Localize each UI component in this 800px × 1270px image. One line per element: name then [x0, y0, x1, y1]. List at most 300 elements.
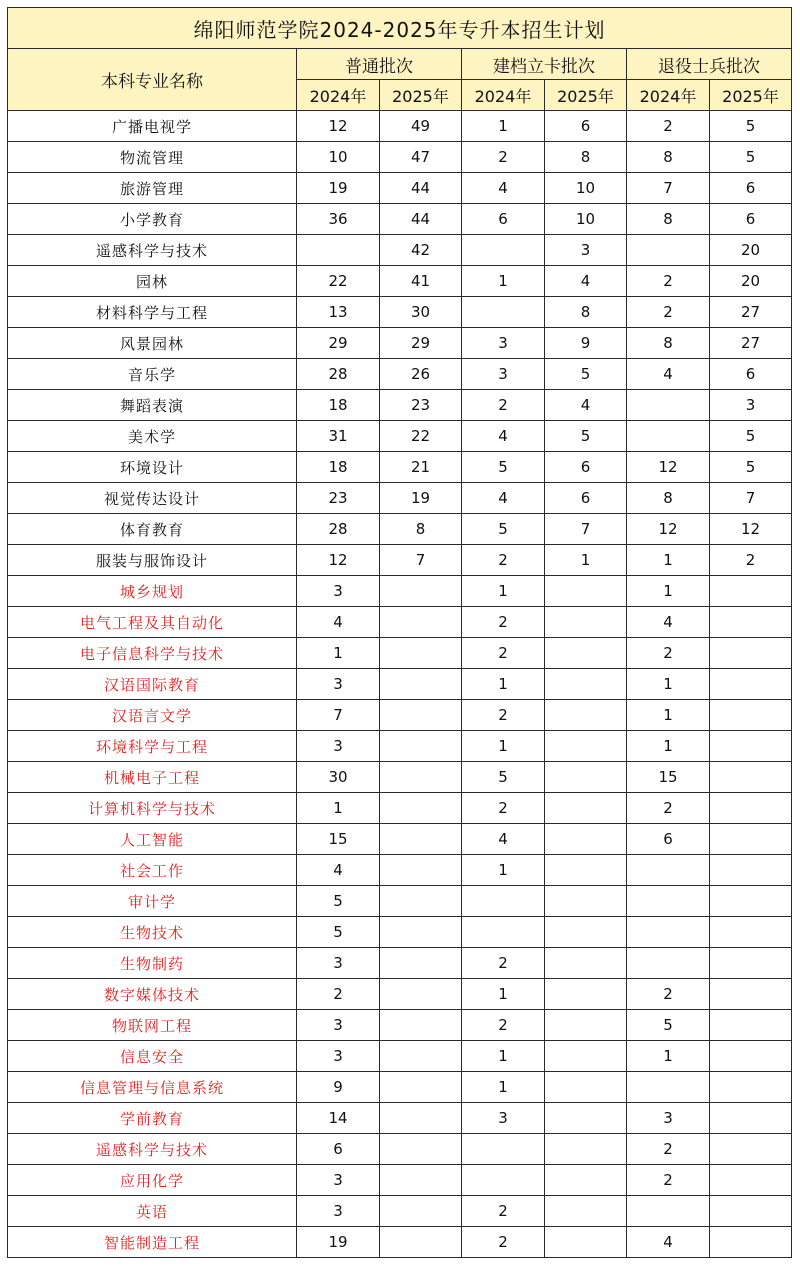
- table-row: [8, 576, 792, 607]
- quota-cell: 1: [462, 266, 545, 297]
- quota-cell: 5: [545, 359, 627, 390]
- major-name-cell: 学前教育: [8, 1103, 297, 1134]
- major-name-cell: 社会工作: [8, 855, 297, 886]
- table-row: [8, 483, 792, 514]
- quota-cell: [710, 917, 792, 948]
- quota-cell: [545, 917, 627, 948]
- quota-cell: 4: [627, 1227, 710, 1258]
- quota-cell: [627, 390, 710, 421]
- quota-cell: [462, 886, 545, 917]
- quota-cell: [380, 948, 462, 979]
- quota-cell: 2: [462, 390, 545, 421]
- major-name-cell: 生物制药: [8, 948, 297, 979]
- quota-cell: [627, 235, 710, 266]
- quota-cell: 23: [380, 390, 462, 421]
- quota-cell: 6: [462, 204, 545, 235]
- major-name-cell: 计算机科学与技术: [8, 793, 297, 824]
- quota-cell: [545, 638, 627, 669]
- quota-cell: [380, 824, 462, 855]
- quota-cell: [380, 1134, 462, 1165]
- quota-cell: [380, 979, 462, 1010]
- quota-cell: 29: [380, 328, 462, 359]
- table-row: [8, 638, 792, 669]
- quota-cell: 2: [462, 607, 545, 638]
- major-name-cell: 视觉传达设计: [8, 483, 297, 514]
- quota-cell: [627, 917, 710, 948]
- major-name-cell: 人工智能: [8, 824, 297, 855]
- major-name-cell: 生物技术: [8, 917, 297, 948]
- quota-cell: 4: [627, 607, 710, 638]
- quota-cell: [545, 762, 627, 793]
- quota-cell: [380, 1103, 462, 1134]
- quota-cell: 21: [380, 452, 462, 483]
- quota-cell: [297, 235, 380, 266]
- major-name-cell: 遥感科学与技术: [8, 235, 297, 266]
- quota-cell: 18: [297, 452, 380, 483]
- table-row: [8, 762, 792, 793]
- quota-cell: 1: [462, 731, 545, 762]
- quota-cell: 23: [297, 483, 380, 514]
- table-row: [8, 235, 792, 266]
- major-name-cell: 电子信息科学与技术: [8, 638, 297, 669]
- quota-cell: 27: [710, 297, 792, 328]
- quota-cell: [545, 855, 627, 886]
- quota-cell: [545, 576, 627, 607]
- quota-cell: [545, 793, 627, 824]
- quota-cell: [380, 607, 462, 638]
- quota-cell: 22: [297, 266, 380, 297]
- quota-cell: 3: [297, 669, 380, 700]
- quota-cell: 12: [627, 452, 710, 483]
- quota-cell: [380, 793, 462, 824]
- quota-cell: 7: [380, 545, 462, 576]
- table-row: [8, 979, 792, 1010]
- quota-cell: [545, 1196, 627, 1227]
- major-name-header: 本科专业名称: [8, 49, 297, 111]
- quota-cell: 3: [297, 576, 380, 607]
- quota-cell: 30: [380, 297, 462, 328]
- quota-cell: 42: [380, 235, 462, 266]
- quota-cell: 4: [297, 855, 380, 886]
- quota-cell: 2: [462, 793, 545, 824]
- quota-cell: [627, 421, 710, 452]
- quota-cell: 2: [627, 266, 710, 297]
- quota-cell: [710, 886, 792, 917]
- quota-cell: 3: [297, 1196, 380, 1227]
- major-name-cell: 城乡规划: [8, 576, 297, 607]
- table-row: [8, 1227, 792, 1258]
- table-row: [8, 514, 792, 545]
- quota-cell: 6: [710, 359, 792, 390]
- quota-cell: 2: [627, 111, 710, 142]
- quota-cell: [380, 1041, 462, 1072]
- quota-cell: 3: [297, 1041, 380, 1072]
- quota-cell: [710, 1010, 792, 1041]
- quota-cell: 1: [545, 545, 627, 576]
- quota-cell: [627, 1196, 710, 1227]
- quota-cell: [462, 1134, 545, 1165]
- major-name-cell: 旅游管理: [8, 173, 297, 204]
- table-row: [8, 297, 792, 328]
- quota-cell: [545, 669, 627, 700]
- quota-cell: [710, 607, 792, 638]
- year-header: 2025年: [380, 80, 462, 111]
- major-name-cell: 电气工程及其自动化: [8, 607, 297, 638]
- quota-cell: [462, 297, 545, 328]
- quota-cell: 1: [462, 669, 545, 700]
- quota-cell: 9: [297, 1072, 380, 1103]
- quota-cell: [710, 1196, 792, 1227]
- quota-cell: 12: [710, 514, 792, 545]
- major-name-cell: 审计学: [8, 886, 297, 917]
- quota-cell: 5: [462, 762, 545, 793]
- quota-cell: 7: [297, 700, 380, 731]
- quota-cell: [545, 1134, 627, 1165]
- quota-cell: 30: [297, 762, 380, 793]
- quota-cell: 3: [297, 948, 380, 979]
- quota-cell: 1: [627, 669, 710, 700]
- table-row: [8, 700, 792, 731]
- quota-cell: [545, 1227, 627, 1258]
- quota-cell: 8: [545, 142, 627, 173]
- quota-cell: 12: [297, 545, 380, 576]
- quota-cell: 9: [545, 328, 627, 359]
- quota-cell: 4: [627, 359, 710, 390]
- quota-cell: 5: [710, 111, 792, 142]
- quota-cell: [380, 669, 462, 700]
- quota-cell: 12: [297, 111, 380, 142]
- major-name-cell: 美术学: [8, 421, 297, 452]
- table-row: [8, 1103, 792, 1134]
- quota-cell: 5: [462, 452, 545, 483]
- quota-cell: 6: [710, 173, 792, 204]
- quota-cell: 2: [462, 1010, 545, 1041]
- quota-cell: 1: [627, 1041, 710, 1072]
- major-name-cell: 数字媒体技术: [8, 979, 297, 1010]
- major-name-cell: 汉语国际教育: [8, 669, 297, 700]
- table-row: [8, 359, 792, 390]
- table-row: [8, 111, 792, 142]
- quota-cell: [380, 576, 462, 607]
- quota-cell: [710, 700, 792, 731]
- quota-cell: 5: [710, 142, 792, 173]
- quota-cell: 2: [627, 297, 710, 328]
- quota-cell: 4: [462, 824, 545, 855]
- table-row: [8, 886, 792, 917]
- quota-cell: [545, 824, 627, 855]
- quota-cell: 3: [297, 1165, 380, 1196]
- quota-cell: [545, 886, 627, 917]
- quota-cell: 13: [297, 297, 380, 328]
- quota-cell: 1: [462, 576, 545, 607]
- quota-cell: 20: [710, 235, 792, 266]
- major-name-cell: 园林: [8, 266, 297, 297]
- major-name-cell: 智能制造工程: [8, 1227, 297, 1258]
- major-name-cell: 物联网工程: [8, 1010, 297, 1041]
- table-row: [8, 855, 792, 886]
- quota-cell: [545, 1165, 627, 1196]
- quota-cell: 49: [380, 111, 462, 142]
- quota-cell: [545, 1010, 627, 1041]
- quota-cell: [627, 855, 710, 886]
- quota-cell: 5: [545, 421, 627, 452]
- quota-cell: [380, 700, 462, 731]
- quota-cell: [710, 669, 792, 700]
- quota-cell: 2: [627, 638, 710, 669]
- quota-cell: 2: [627, 1134, 710, 1165]
- quota-cell: 1: [627, 731, 710, 762]
- major-name-cell: 信息管理与信息系统: [8, 1072, 297, 1103]
- quota-cell: 2: [462, 545, 545, 576]
- quota-cell: 1: [627, 700, 710, 731]
- quota-cell: [627, 948, 710, 979]
- quota-cell: 4: [297, 607, 380, 638]
- year-header: 2025年: [710, 80, 792, 111]
- quota-cell: [380, 1196, 462, 1227]
- quota-cell: 4: [545, 390, 627, 421]
- quota-cell: 5: [297, 917, 380, 948]
- quota-cell: 3: [297, 1010, 380, 1041]
- quota-cell: 1: [462, 979, 545, 1010]
- quota-cell: [545, 979, 627, 1010]
- quota-cell: 1: [462, 855, 545, 886]
- quota-cell: 3: [710, 390, 792, 421]
- quota-cell: [710, 1134, 792, 1165]
- quota-cell: 2: [627, 1165, 710, 1196]
- quota-cell: [710, 762, 792, 793]
- quota-cell: 2: [462, 700, 545, 731]
- quota-cell: 7: [545, 514, 627, 545]
- quota-cell: 1: [462, 1041, 545, 1072]
- quota-cell: 2: [627, 979, 710, 1010]
- quota-cell: 6: [545, 483, 627, 514]
- quota-cell: 1: [297, 638, 380, 669]
- quota-cell: 2: [627, 793, 710, 824]
- quota-cell: [545, 1103, 627, 1134]
- quota-cell: 41: [380, 266, 462, 297]
- quota-cell: 7: [710, 483, 792, 514]
- quota-cell: 3: [462, 359, 545, 390]
- quota-cell: [380, 731, 462, 762]
- quota-cell: 4: [545, 266, 627, 297]
- table-title: 绵阳师范学院2024-2025年专升本招生计划: [8, 8, 792, 49]
- quota-cell: [627, 1072, 710, 1103]
- major-name-cell: 舞蹈表演: [8, 390, 297, 421]
- table-row: [8, 328, 792, 359]
- quota-cell: 26: [380, 359, 462, 390]
- table-row: [8, 731, 792, 762]
- quota-cell: [710, 1227, 792, 1258]
- major-name-cell: 广播电视学: [8, 111, 297, 142]
- quota-cell: [462, 917, 545, 948]
- quota-cell: 47: [380, 142, 462, 173]
- table-body: [8, 111, 792, 1258]
- quota-cell: 8: [545, 297, 627, 328]
- table-row: [8, 142, 792, 173]
- major-name-cell: 信息安全: [8, 1041, 297, 1072]
- major-name-cell: 体育教育: [8, 514, 297, 545]
- quota-cell: 3: [462, 1103, 545, 1134]
- table-row: [8, 948, 792, 979]
- quota-cell: [545, 948, 627, 979]
- quota-cell: [710, 824, 792, 855]
- major-name-cell: 英语: [8, 1196, 297, 1227]
- quota-cell: 5: [710, 452, 792, 483]
- year-header: 2024年: [627, 80, 710, 111]
- quota-cell: [545, 1041, 627, 1072]
- quota-cell: 3: [627, 1103, 710, 1134]
- quota-cell: [710, 855, 792, 886]
- quota-cell: [545, 700, 627, 731]
- group-header-regular: 普通批次: [297, 49, 462, 80]
- quota-cell: 6: [627, 824, 710, 855]
- table-row: [8, 545, 792, 576]
- quota-cell: 1: [627, 545, 710, 576]
- quota-cell: [710, 1103, 792, 1134]
- quota-cell: 3: [297, 731, 380, 762]
- quota-cell: 44: [380, 173, 462, 204]
- table-row: [8, 1010, 792, 1041]
- table-row: [8, 1072, 792, 1103]
- quota-cell: [380, 638, 462, 669]
- quota-cell: [380, 1227, 462, 1258]
- quota-cell: 15: [627, 762, 710, 793]
- quota-cell: 8: [627, 328, 710, 359]
- table-row: [8, 1134, 792, 1165]
- major-name-cell: 音乐学: [8, 359, 297, 390]
- quota-cell: [627, 886, 710, 917]
- quota-cell: [545, 731, 627, 762]
- table-row: [8, 669, 792, 700]
- quota-cell: 1: [297, 793, 380, 824]
- quota-cell: 6: [545, 111, 627, 142]
- group-header-poverty: 建档立卡批次: [462, 49, 627, 80]
- quota-cell: 5: [710, 421, 792, 452]
- quota-cell: [545, 1072, 627, 1103]
- quota-cell: 10: [545, 173, 627, 204]
- table-row: [8, 173, 792, 204]
- quota-cell: 8: [627, 204, 710, 235]
- quota-cell: 19: [297, 1227, 380, 1258]
- quota-cell: [710, 948, 792, 979]
- table-row: [8, 917, 792, 948]
- quota-cell: 28: [297, 359, 380, 390]
- quota-cell: 22: [380, 421, 462, 452]
- quota-cell: 6: [545, 452, 627, 483]
- quota-cell: 3: [545, 235, 627, 266]
- table-row: [8, 452, 792, 483]
- quota-cell: 18: [297, 390, 380, 421]
- major-name-cell: 材料科学与工程: [8, 297, 297, 328]
- quota-cell: 4: [462, 421, 545, 452]
- year-header: 2024年: [297, 80, 380, 111]
- year-header: 2025年: [545, 80, 627, 111]
- table-row: [8, 1196, 792, 1227]
- quota-cell: [462, 1165, 545, 1196]
- quota-cell: [380, 855, 462, 886]
- quota-cell: 1: [462, 111, 545, 142]
- major-name-cell: 遥感科学与技术: [8, 1134, 297, 1165]
- quota-cell: 10: [297, 142, 380, 173]
- major-name-cell: 小学教育: [8, 204, 297, 235]
- quota-cell: [710, 979, 792, 1010]
- quota-cell: 27: [710, 328, 792, 359]
- quota-cell: 2: [710, 545, 792, 576]
- quota-cell: 29: [297, 328, 380, 359]
- group-header-veteran: 退役士兵批次: [627, 49, 792, 80]
- quota-cell: 19: [380, 483, 462, 514]
- quota-cell: 20: [710, 266, 792, 297]
- quota-cell: 4: [462, 483, 545, 514]
- quota-cell: [710, 1072, 792, 1103]
- table-row: [8, 421, 792, 452]
- quota-cell: 10: [545, 204, 627, 235]
- major-name-cell: 应用化学: [8, 1165, 297, 1196]
- quota-cell: 2: [462, 142, 545, 173]
- quota-cell: 8: [627, 483, 710, 514]
- quota-cell: 4: [462, 173, 545, 204]
- quota-cell: [380, 1072, 462, 1103]
- enrollment-plan-table-wrapper: [7, 7, 791, 1258]
- quota-cell: [380, 917, 462, 948]
- quota-cell: [545, 607, 627, 638]
- enrollment-plan-table: [7, 7, 792, 1258]
- quota-cell: 7: [627, 173, 710, 204]
- table-row: [8, 607, 792, 638]
- quota-cell: 5: [627, 1010, 710, 1041]
- quota-cell: 15: [297, 824, 380, 855]
- major-name-cell: 环境科学与工程: [8, 731, 297, 762]
- major-name-cell: 汉语言文学: [8, 700, 297, 731]
- quota-cell: [710, 1165, 792, 1196]
- quota-cell: 6: [710, 204, 792, 235]
- quota-cell: 31: [297, 421, 380, 452]
- quota-cell: 14: [297, 1103, 380, 1134]
- table-row: [8, 390, 792, 421]
- quota-cell: [710, 638, 792, 669]
- table-row: [8, 266, 792, 297]
- quota-cell: [710, 1041, 792, 1072]
- quota-cell: 5: [297, 886, 380, 917]
- quota-cell: [380, 1165, 462, 1196]
- quota-cell: 44: [380, 204, 462, 235]
- table-row: [8, 204, 792, 235]
- quota-cell: 36: [297, 204, 380, 235]
- quota-cell: [380, 1010, 462, 1041]
- quota-cell: [710, 731, 792, 762]
- quota-cell: [462, 235, 545, 266]
- year-header: 2024年: [462, 80, 545, 111]
- major-name-cell: 风景园林: [8, 328, 297, 359]
- quota-cell: 12: [627, 514, 710, 545]
- table-row: [8, 824, 792, 855]
- quota-cell: 19: [297, 173, 380, 204]
- quota-cell: 28: [297, 514, 380, 545]
- quota-cell: 2: [462, 948, 545, 979]
- quota-cell: [380, 762, 462, 793]
- major-name-cell: 物流管理: [8, 142, 297, 173]
- quota-cell: [380, 886, 462, 917]
- table-row: [8, 1041, 792, 1072]
- quota-cell: 2: [297, 979, 380, 1010]
- quota-cell: 5: [462, 514, 545, 545]
- table-row: [8, 1165, 792, 1196]
- quota-cell: 8: [380, 514, 462, 545]
- major-name-cell: 环境设计: [8, 452, 297, 483]
- quota-cell: 3: [462, 328, 545, 359]
- quota-cell: 2: [462, 1196, 545, 1227]
- quota-cell: [710, 793, 792, 824]
